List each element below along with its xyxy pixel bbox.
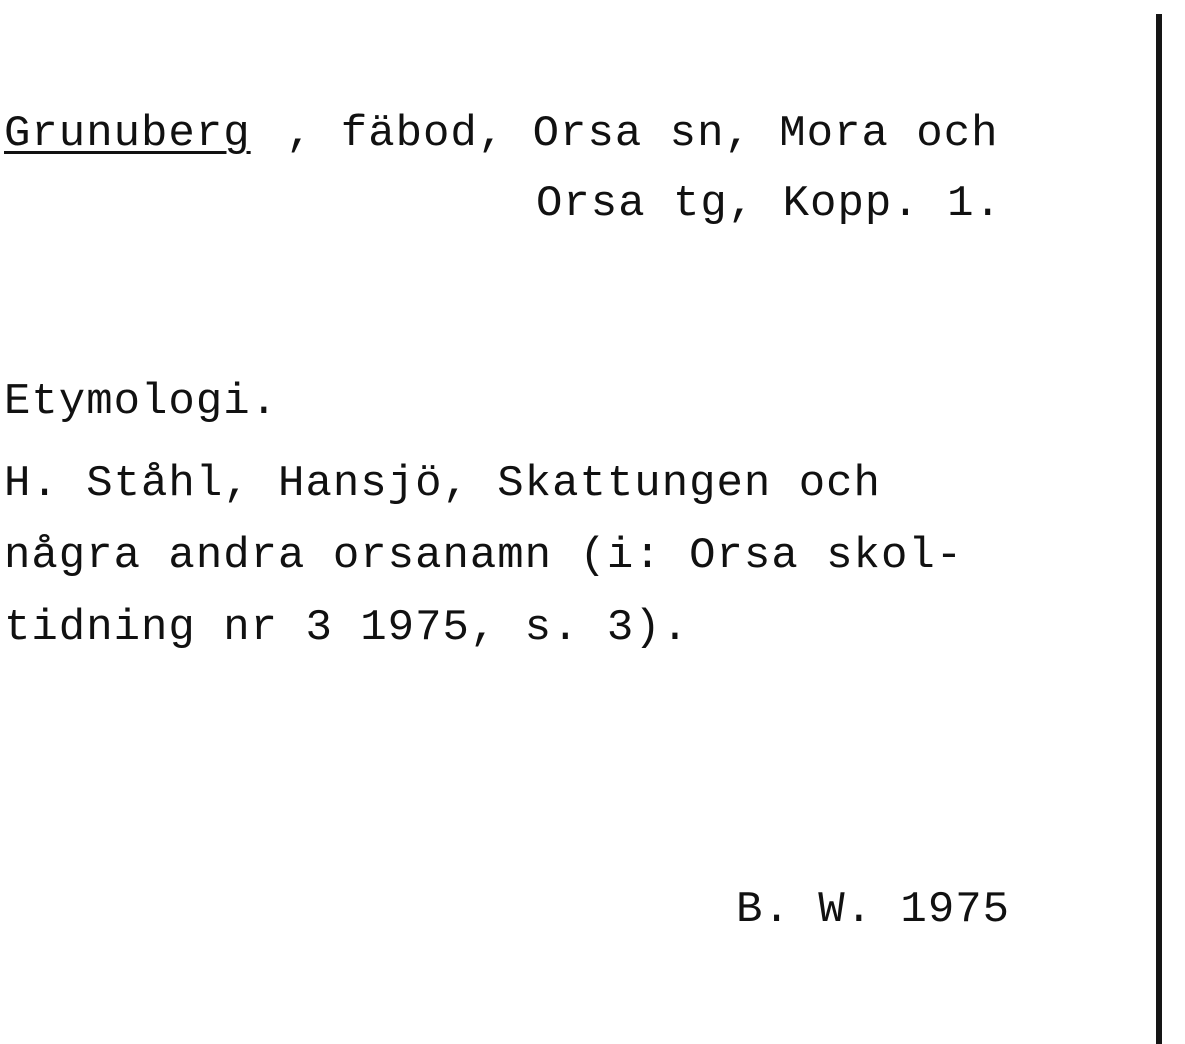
section-title: Etymologi. bbox=[4, 377, 279, 427]
signature: B. W. 1975 bbox=[736, 885, 1011, 935]
reference-line: några andra orsanamn (i: Orsa skol- bbox=[4, 531, 964, 581]
place-name: Grunuberg bbox=[4, 109, 251, 159]
reference-line: tidning nr 3 1975, s. 3). bbox=[4, 603, 690, 653]
heading-description: , fäbod, Orsa sn, Mora och bbox=[286, 109, 999, 159]
reference-line: H. Ståhl, Hansjö, Skattungen och bbox=[4, 459, 881, 509]
card-edge-line bbox=[1156, 14, 1162, 1044]
heading-line-2: Orsa tg, Kopp. 1. bbox=[536, 179, 1002, 229]
